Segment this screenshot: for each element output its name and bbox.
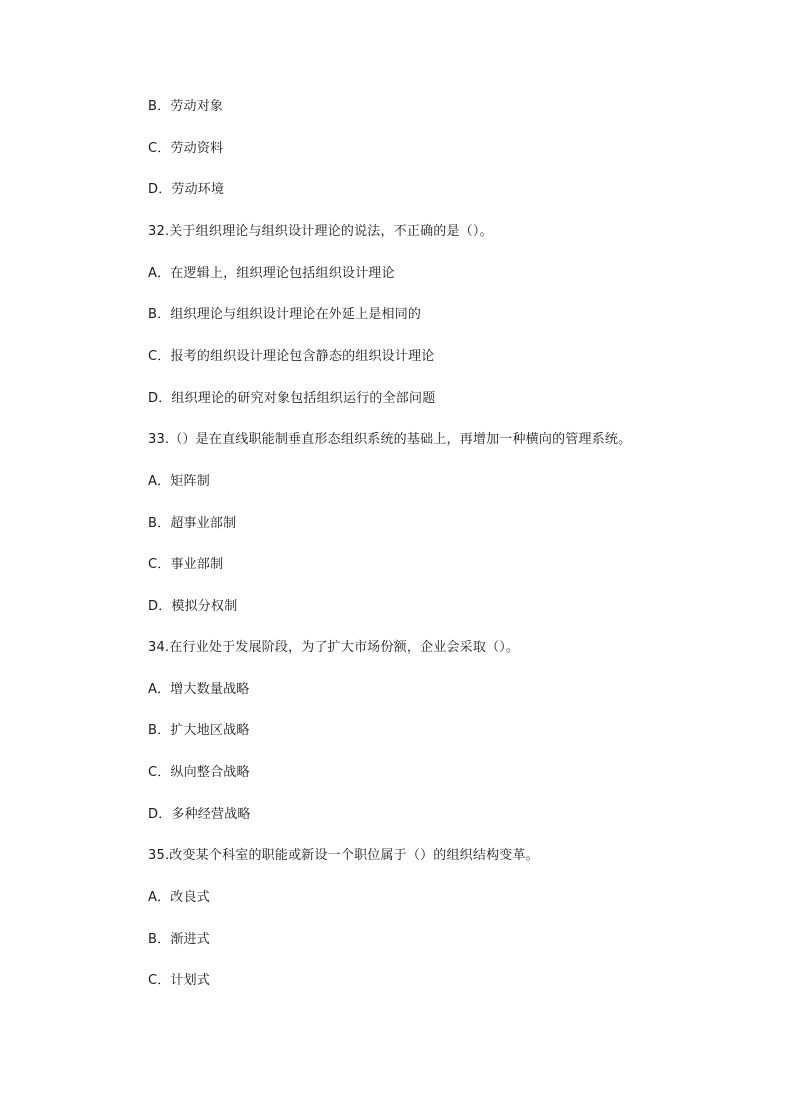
q34-option-a: A．增大数量战略 bbox=[148, 682, 250, 697]
q33-option-d: D．模拟分权制 bbox=[148, 599, 238, 614]
q33-option-a: A．矩阵制 bbox=[148, 474, 210, 489]
q33-option-c: C．事业部制 bbox=[148, 557, 224, 572]
q35-option-b: B．渐进式 bbox=[148, 932, 210, 947]
q34-option-b: B．扩大地区战略 bbox=[148, 723, 250, 738]
q32-stem: 32.关于组织理论与组织设计理论的说法，不正确的是（）。 bbox=[148, 224, 493, 239]
q33-option-b: B．超事业部制 bbox=[148, 516, 237, 531]
q34-option-d: D．多种经营战略 bbox=[148, 807, 251, 822]
q34-stem: 34.在行业处于发展阶段，为了扩大市场份额，企业会采取（）。 bbox=[148, 640, 520, 655]
q32-option-a: A．在逻辑上，组织理论包括组织设计理论 bbox=[148, 266, 395, 281]
q32-option-b: B．组织理论与组织设计理论在外延上是相同的 bbox=[148, 307, 422, 322]
q35-option-c: C．计划式 bbox=[148, 973, 211, 988]
q33-stem: 33.（）是在直线职能制垂直形态组织系统的基础上，再增加一种横向的管理系统。 bbox=[148, 432, 632, 447]
q35-stem: 35.改变某个科室的职能或新设一个职位属于（）的组织结构变革。 bbox=[148, 848, 539, 863]
q35-option-a: A．改良式 bbox=[148, 890, 210, 905]
q31-option-c: C．劳动资料 bbox=[148, 141, 224, 156]
q34-option-c: C．纵向整合战略 bbox=[148, 765, 250, 780]
q32-option-c: C．报考的组织设计理论包含静态的组织设计理论 bbox=[148, 349, 435, 364]
q31-option-d: D．劳动环境 bbox=[148, 182, 225, 197]
q32-option-d: D．组织理论的研究对象包括组织运行的全部问题 bbox=[148, 391, 436, 406]
q31-option-b: B．劳动对象 bbox=[148, 99, 224, 114]
